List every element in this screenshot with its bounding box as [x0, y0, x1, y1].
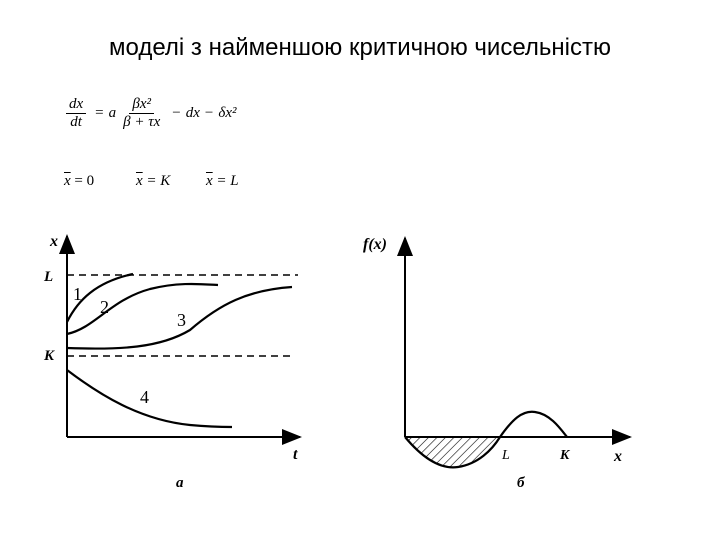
- derivative-numerator: dx: [66, 96, 86, 114]
- equilibrium-variable: $\overline{x}$: [206, 173, 213, 189]
- equilibrium-variable: $\overline{x}$: [136, 173, 143, 189]
- minus-sign: −: [172, 105, 181, 121]
- derivative-denominator: dt: [70, 114, 82, 130]
- equilibrium-value: = K: [146, 173, 171, 189]
- equals-sign: =: [95, 105, 104, 121]
- level-l-label: L: [44, 269, 54, 285]
- minus-sign: −: [204, 105, 214, 121]
- equilibrium-variable: $\overline{x}$: [64, 173, 71, 189]
- root-k-label: K: [560, 448, 570, 463]
- curve-label-1: 1: [73, 284, 82, 304]
- saturation-numerator: βx²: [129, 96, 154, 114]
- x-axis-label: x: [614, 448, 622, 465]
- figure-b-caption: б: [517, 475, 525, 491]
- competition-term: δx²: [218, 105, 237, 121]
- mortality-term: dx: [185, 105, 200, 121]
- root-l-label: L: [502, 448, 510, 463]
- y-axis-label: f(x): [363, 236, 387, 253]
- y-axis-label: x: [50, 233, 58, 250]
- level-k-label: K: [44, 348, 55, 364]
- figure-a-caption: а: [176, 475, 184, 491]
- equilibrium-value: = L: [216, 173, 239, 189]
- slide-title: моделі з найменшою критичною чисельністю: [109, 34, 611, 61]
- coefficient-a: a: [108, 105, 117, 121]
- x-axis-label: t: [293, 446, 298, 463]
- curve-label-3: 3: [177, 310, 186, 330]
- equilibrium-value: = 0: [74, 173, 95, 189]
- curve-label-2: 2: [100, 297, 109, 317]
- saturation-denominator: β + τx: [123, 114, 161, 130]
- curve-label-4: 4: [140, 387, 149, 407]
